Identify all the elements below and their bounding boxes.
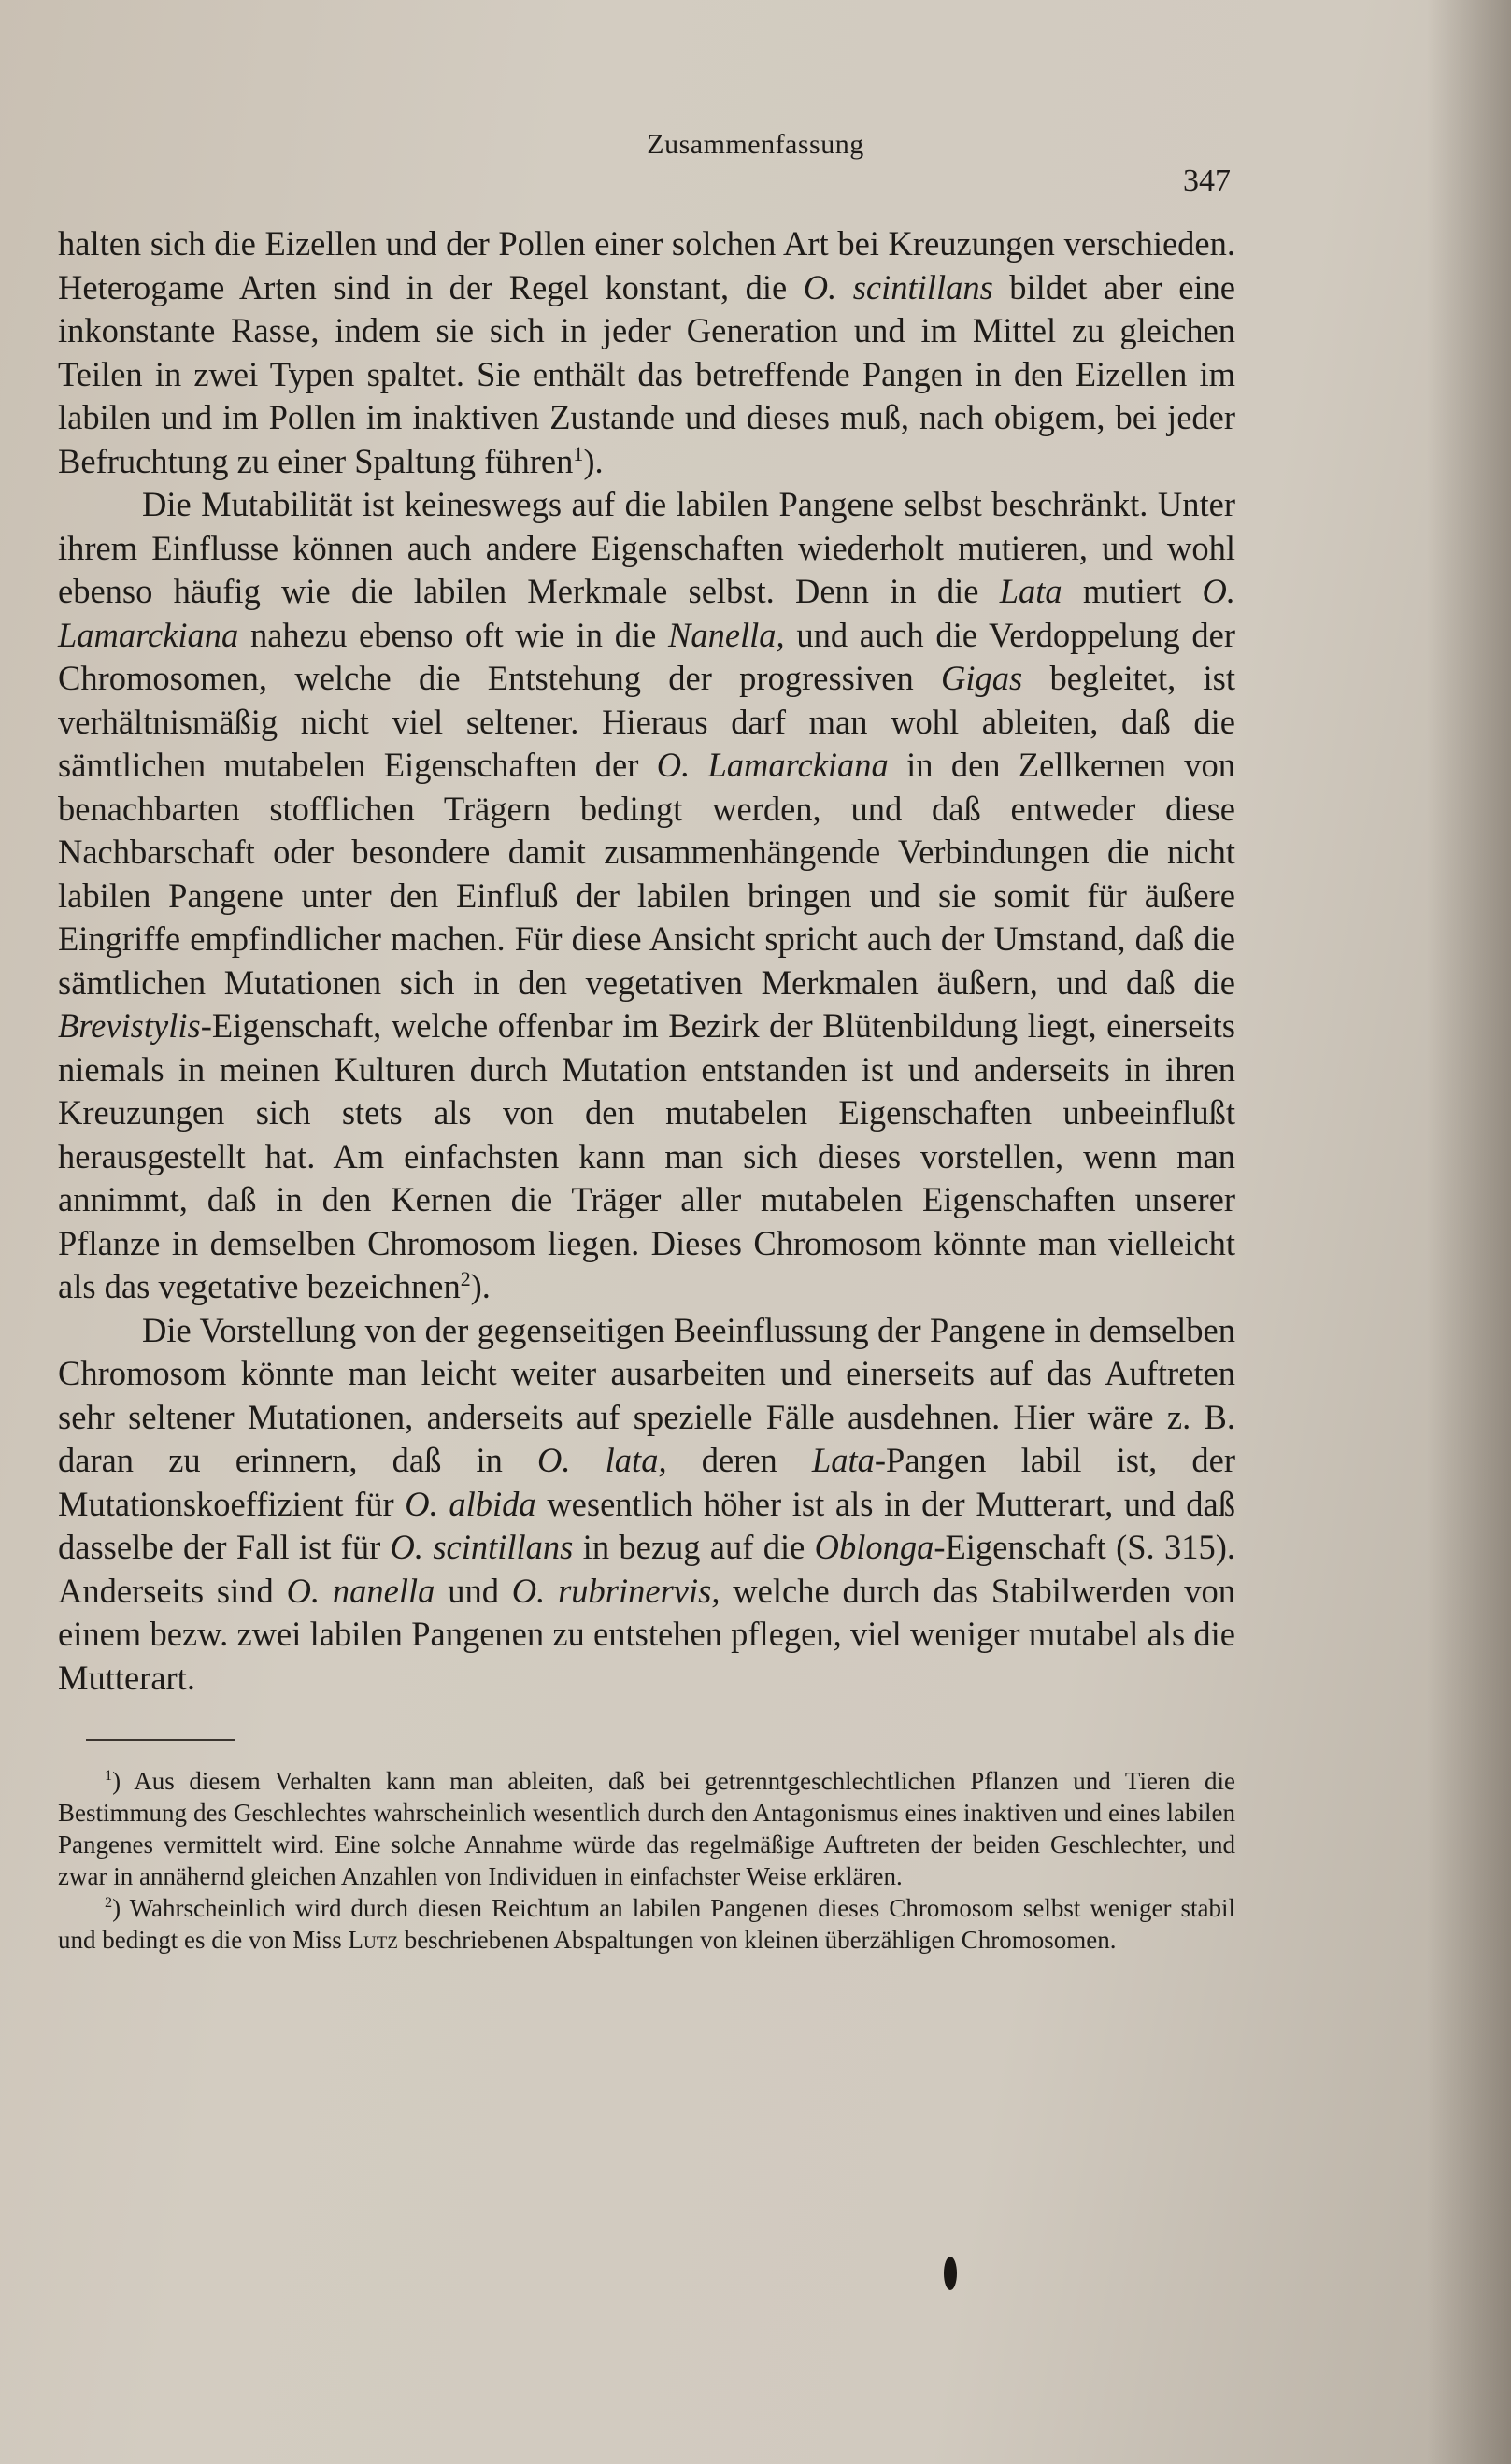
footnote-marker: 1 xyxy=(105,1767,113,1784)
footnote xyxy=(58,1892,1235,1956)
text-run: halten sich die Eizellen und der Pollen einer solchen Art bei Kreuzungen verschieden. Heterogame Arten sind in der Regel konstant, die xyxy=(58,224,1235,306)
italic-text: O. Lamarckiana xyxy=(656,746,889,784)
text-run: in den Zellkernen von benachbarten stofflichen Trägern bedingt werden, und daß entweder diese Nachbarschaft oder besondere damit zusammenhängende Verbindungen die nicht labilen Pangene unter den Einfluß der labilen bringen und sie somit für äußere Eingriffe empfindlicher machen. Für diese Ansicht spricht auch der Umstand, daß die sämtlichen Mutationen sich in den vegetativen Merkmalen äußern, und daß die xyxy=(58,746,1235,1002)
italic-text: O. nanella xyxy=(286,1571,435,1610)
text-run: und xyxy=(435,1571,512,1610)
text-run: wesentlich höher ist als in der Mutterart, und daß dasselbe der Fall ist für xyxy=(58,1484,1235,1566)
smallcaps-text: Lutz xyxy=(348,1926,398,1954)
text-run: ) Wahrscheinlich wird durch diesen Reichtum an labilen Pangenen dieses Chromosom selbst weniger stabil und bedingt es die von Miss xyxy=(58,1894,1235,1954)
footnote-marker: 1 xyxy=(573,441,584,465)
text-run: in bezug auf die xyxy=(573,1528,815,1566)
text-run: Die Mutabilität ist keineswegs auf die labilen Pangene selbst beschränkt. Unter ihrem Einflusse können auch andere Eigenschaften wiederholt mutieren, und wohl ebenso häufig wie die labilen Merkmale selbst. Denn in die xyxy=(58,485,1235,610)
italic-text: O. scintillans xyxy=(803,267,993,306)
page-edge-shadow xyxy=(1427,0,1511,2464)
footnote xyxy=(58,1765,1235,1892)
body-text xyxy=(58,222,1235,1956)
text-run: -Eigenschaft (S. 315). Anderseits sind xyxy=(58,1528,1235,1610)
italic-text: O. albida xyxy=(405,1484,536,1523)
italic-text: Lata xyxy=(999,572,1062,610)
text-run: beschriebenen Abspaltungen von kleinen überzähligen Chromosomen. xyxy=(397,1926,1117,1954)
text-run: -Pangen labil ist, der Mutationskoeffizient für xyxy=(58,1441,1235,1523)
text-run: begleitet, ist verhältnismäßig nicht viel seltener. Hieraus darf man wohl ableiten, daß die sämtlichen mutabelen Eigenschaften der xyxy=(58,659,1235,784)
footnotes xyxy=(58,1765,1235,1956)
footnote-marker: 2 xyxy=(460,1266,471,1290)
italic-text: Brevistylis xyxy=(58,1006,201,1045)
paragraph xyxy=(58,1309,1235,1701)
italic-text: Nanella, xyxy=(667,615,785,654)
text-run: mutiert xyxy=(1062,572,1203,610)
text-run: nahezu ebenso oft wie in die xyxy=(238,615,668,654)
text-run: bildet aber eine inkonstante Rasse, indem sie sich in jeder Generation und im Mittel zu gleichen Teilen in zwei Typen spaltet. Sie enthält das betreffende Pangen in den Eizellen im labilen und im Pollen im inaktiven Zustande und dieses muß, nach obigem, bei jeder Befruchtung zu einer Spaltung führen xyxy=(58,267,1235,480)
text-run: ) Aus diesem Verhalten kann man ableiten, daß bei getrenntgeschlechtlichen Pflanzen und Tieren die Bestimmung des Geschlechtes wahrscheinlich wesentlich durch den Antagonismus eines inaktiven und eines labilen Pangenes vermittelt wird. Eine solche Annahme würde das regelmäßige Auftreten der beiden Geschlechter, und zwar in annähernd gleichen Anzahlen von Individuen in einfachster Weise erklären. xyxy=(58,1767,1235,1890)
text-run: ). xyxy=(583,441,604,480)
paragraph xyxy=(58,222,1235,483)
italic-text: O. lata, xyxy=(537,1441,667,1479)
page-number: 347 xyxy=(1183,164,1231,198)
text-run: ). xyxy=(470,1267,491,1305)
text-run: und auch die Verdoppelung der Chromosomen, welche die Entstehung der progressiven xyxy=(58,615,1235,697)
paragraphs xyxy=(58,222,1235,1700)
footnote-rule xyxy=(86,1739,235,1741)
text-run: welche durch das Stabilwerden von einem bezw. zwei labilen Pangenen zu entstehen pflegen, viel weniger mutabel als die Mutterart. xyxy=(58,1571,1236,1697)
italic-text: Lata xyxy=(811,1441,875,1479)
italic-text: O. rubrinervis, xyxy=(511,1571,720,1610)
paragraph xyxy=(58,483,1235,1309)
running-head: Zusammenfassung xyxy=(647,129,864,160)
footnote-marker: 2 xyxy=(105,1894,113,1911)
text-run: -Eigenschaft, welche offenbar im Bezirk der Blütenbildung liegt, einerseits niemals in meinen Kulturen durch Mutation entstanden ist und anderseits in ihren Kreuzungen sich stets als von den mutabelen Eigenschaften unbeeinflußt herausgestellt hat. Am einfachsten kann man sich dieses vorstellen, wenn man annimmt, daß in den Kernen die Träger aller mutabelen Eigenschaften unserer Pflanze in demselben Chromosom liegen. Dieses Chromosom könnte man vielleicht als das vegetative bezeichnen xyxy=(58,1006,1235,1305)
italic-text: O. Lamarckiana xyxy=(58,572,1235,654)
text-run: deren xyxy=(666,1441,812,1479)
italic-text: O. scintillans xyxy=(390,1528,574,1566)
italic-text: Gigas xyxy=(940,659,1023,697)
text-run: Die Vorstellung von der gegenseitigen Beeinflussung der Pangene in demselben Chromosom könnte man leicht weiter ausarbeiten und einerseits auf das Auftreten sehr seltener Mutationen, anderseits auf spezielle Fälle ausdehnen. Hier wäre z. B. daran zu erinnern, daß in xyxy=(58,1310,1235,1479)
italic-text: Oblonga xyxy=(814,1528,934,1566)
ink-spot xyxy=(944,2257,957,2290)
